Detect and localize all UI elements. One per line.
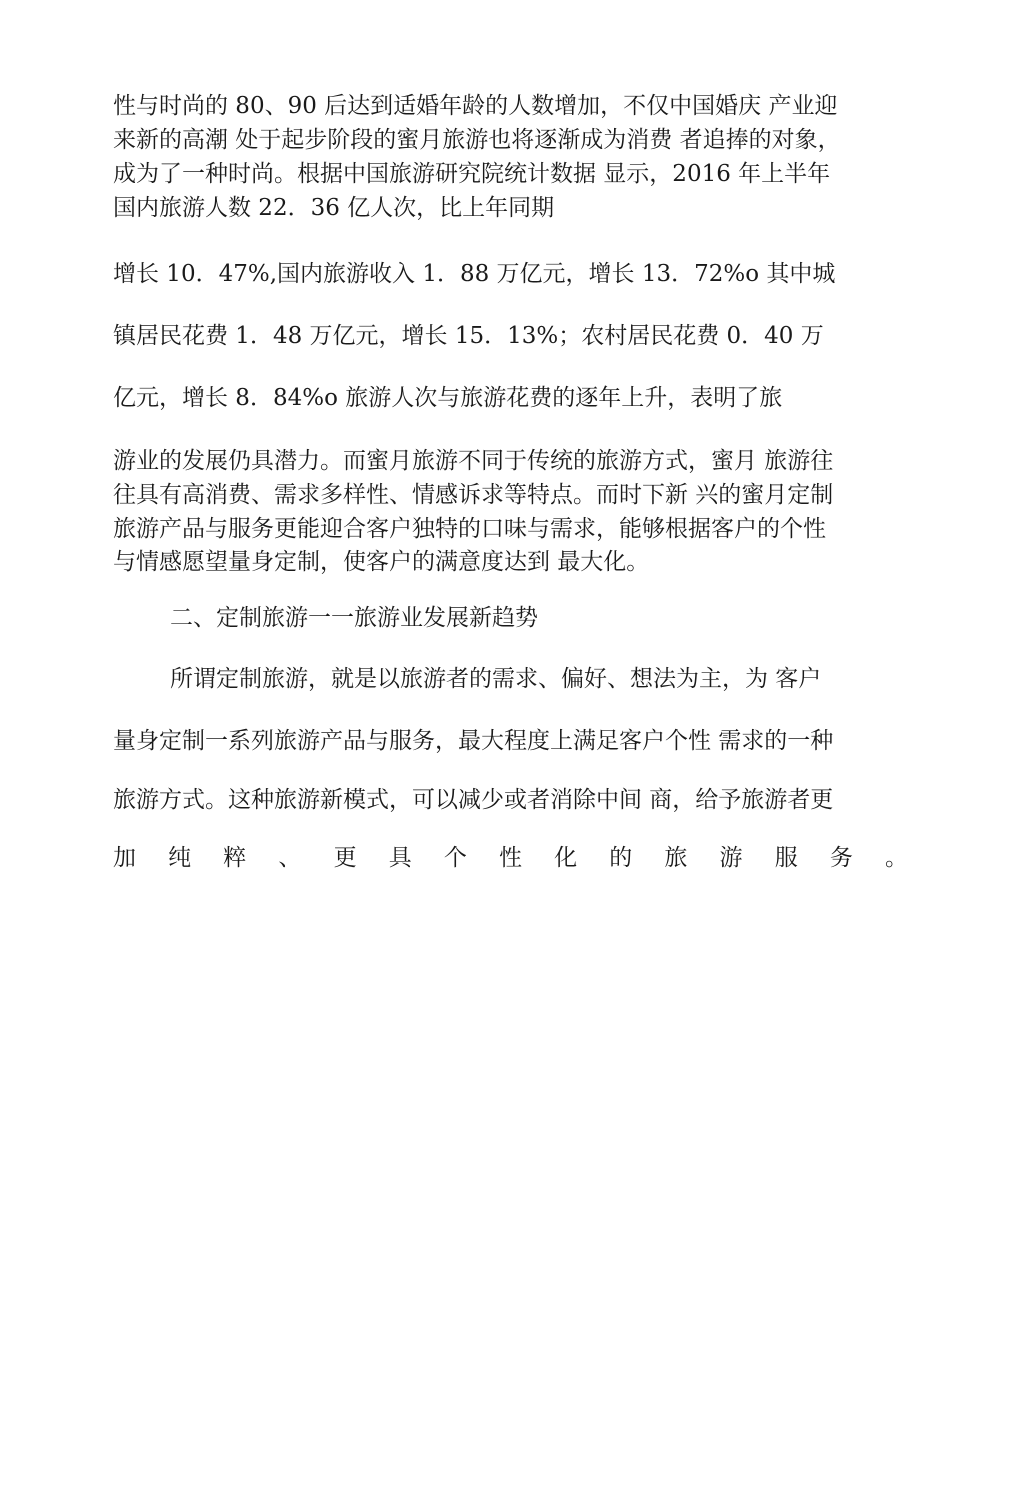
paragraph-line: 所谓定制旅游，就是以旅游者的需求、偏好、想法为主，为 客户 [170, 666, 822, 692]
char: 的 [609, 845, 633, 871]
char: 服 [774, 845, 798, 871]
char: 具 [388, 845, 412, 871]
text-line: 来新的高潮 处于起步阶段的蜜月旅游也将逐渐成为消费 者追捧的对象， [113, 127, 841, 153]
text-line: 旅游产品与服务更能迎合客户独特的口味与需求，能够根据客户的个性 [113, 516, 826, 542]
char: 化 [554, 845, 578, 871]
paragraph-line: 量身定制一系列旅游产品与服务，最大程度上满足客户个性 需求的一种 [113, 728, 834, 754]
section-heading: 二、定制旅游一一旅游业发展新趋势 [170, 605, 538, 631]
text-line: 成为了一种时尚。根据中国旅游研究院统计数据 显示，2016 年上半年 [113, 161, 831, 187]
char: 粹 [223, 845, 247, 871]
char: 务 [829, 845, 853, 871]
text-line: 往具有高消费、需求多样性、情感诉求等特点。而时下新 兴的蜜月定制 [113, 482, 834, 508]
char: 性 [498, 845, 522, 871]
justified-last-line [113, 843, 908, 873]
char: 纯 [168, 845, 192, 871]
char: 旅 [664, 845, 688, 871]
char: 个 [443, 845, 467, 871]
char: 加 [113, 845, 136, 871]
text-line: 性与时尚的 80、90 后达到适婚年龄的人数增加，不仅中国婚庆 产业迎 [113, 93, 838, 119]
text-line: 与情感愿望量身定制，使客户的满意度达到 最大化。 [113, 549, 650, 575]
text-line: 游业的发展仍具潜力。而蜜月旅游不同于传统的旅游方式，蜜月 旅游往 [113, 448, 834, 474]
text-line: 镇居民花费 1．48 万亿元，增长 15．13%；农村居民花费 0．40 万 [113, 323, 824, 349]
text-line: 国内旅游人数 22．36 亿人次，比上年同期 [113, 195, 555, 221]
char: 、 [278, 845, 302, 871]
text-line: 亿元，增长 8．84%o 旅游人次与旅游花费的逐年上升，表明了旅 [113, 385, 783, 411]
char: 更 [333, 845, 357, 871]
char: 游 [719, 845, 743, 871]
char: 。 [884, 845, 908, 871]
text-line: 增长 10．47%,国内旅游收入 1．88 万亿元，增长 13．72%o 其中城 [113, 261, 836, 287]
paragraph-line: 旅游方式。这种旅游新模式，可以减少或者消除中间 商，给予旅游者更 [113, 787, 834, 813]
